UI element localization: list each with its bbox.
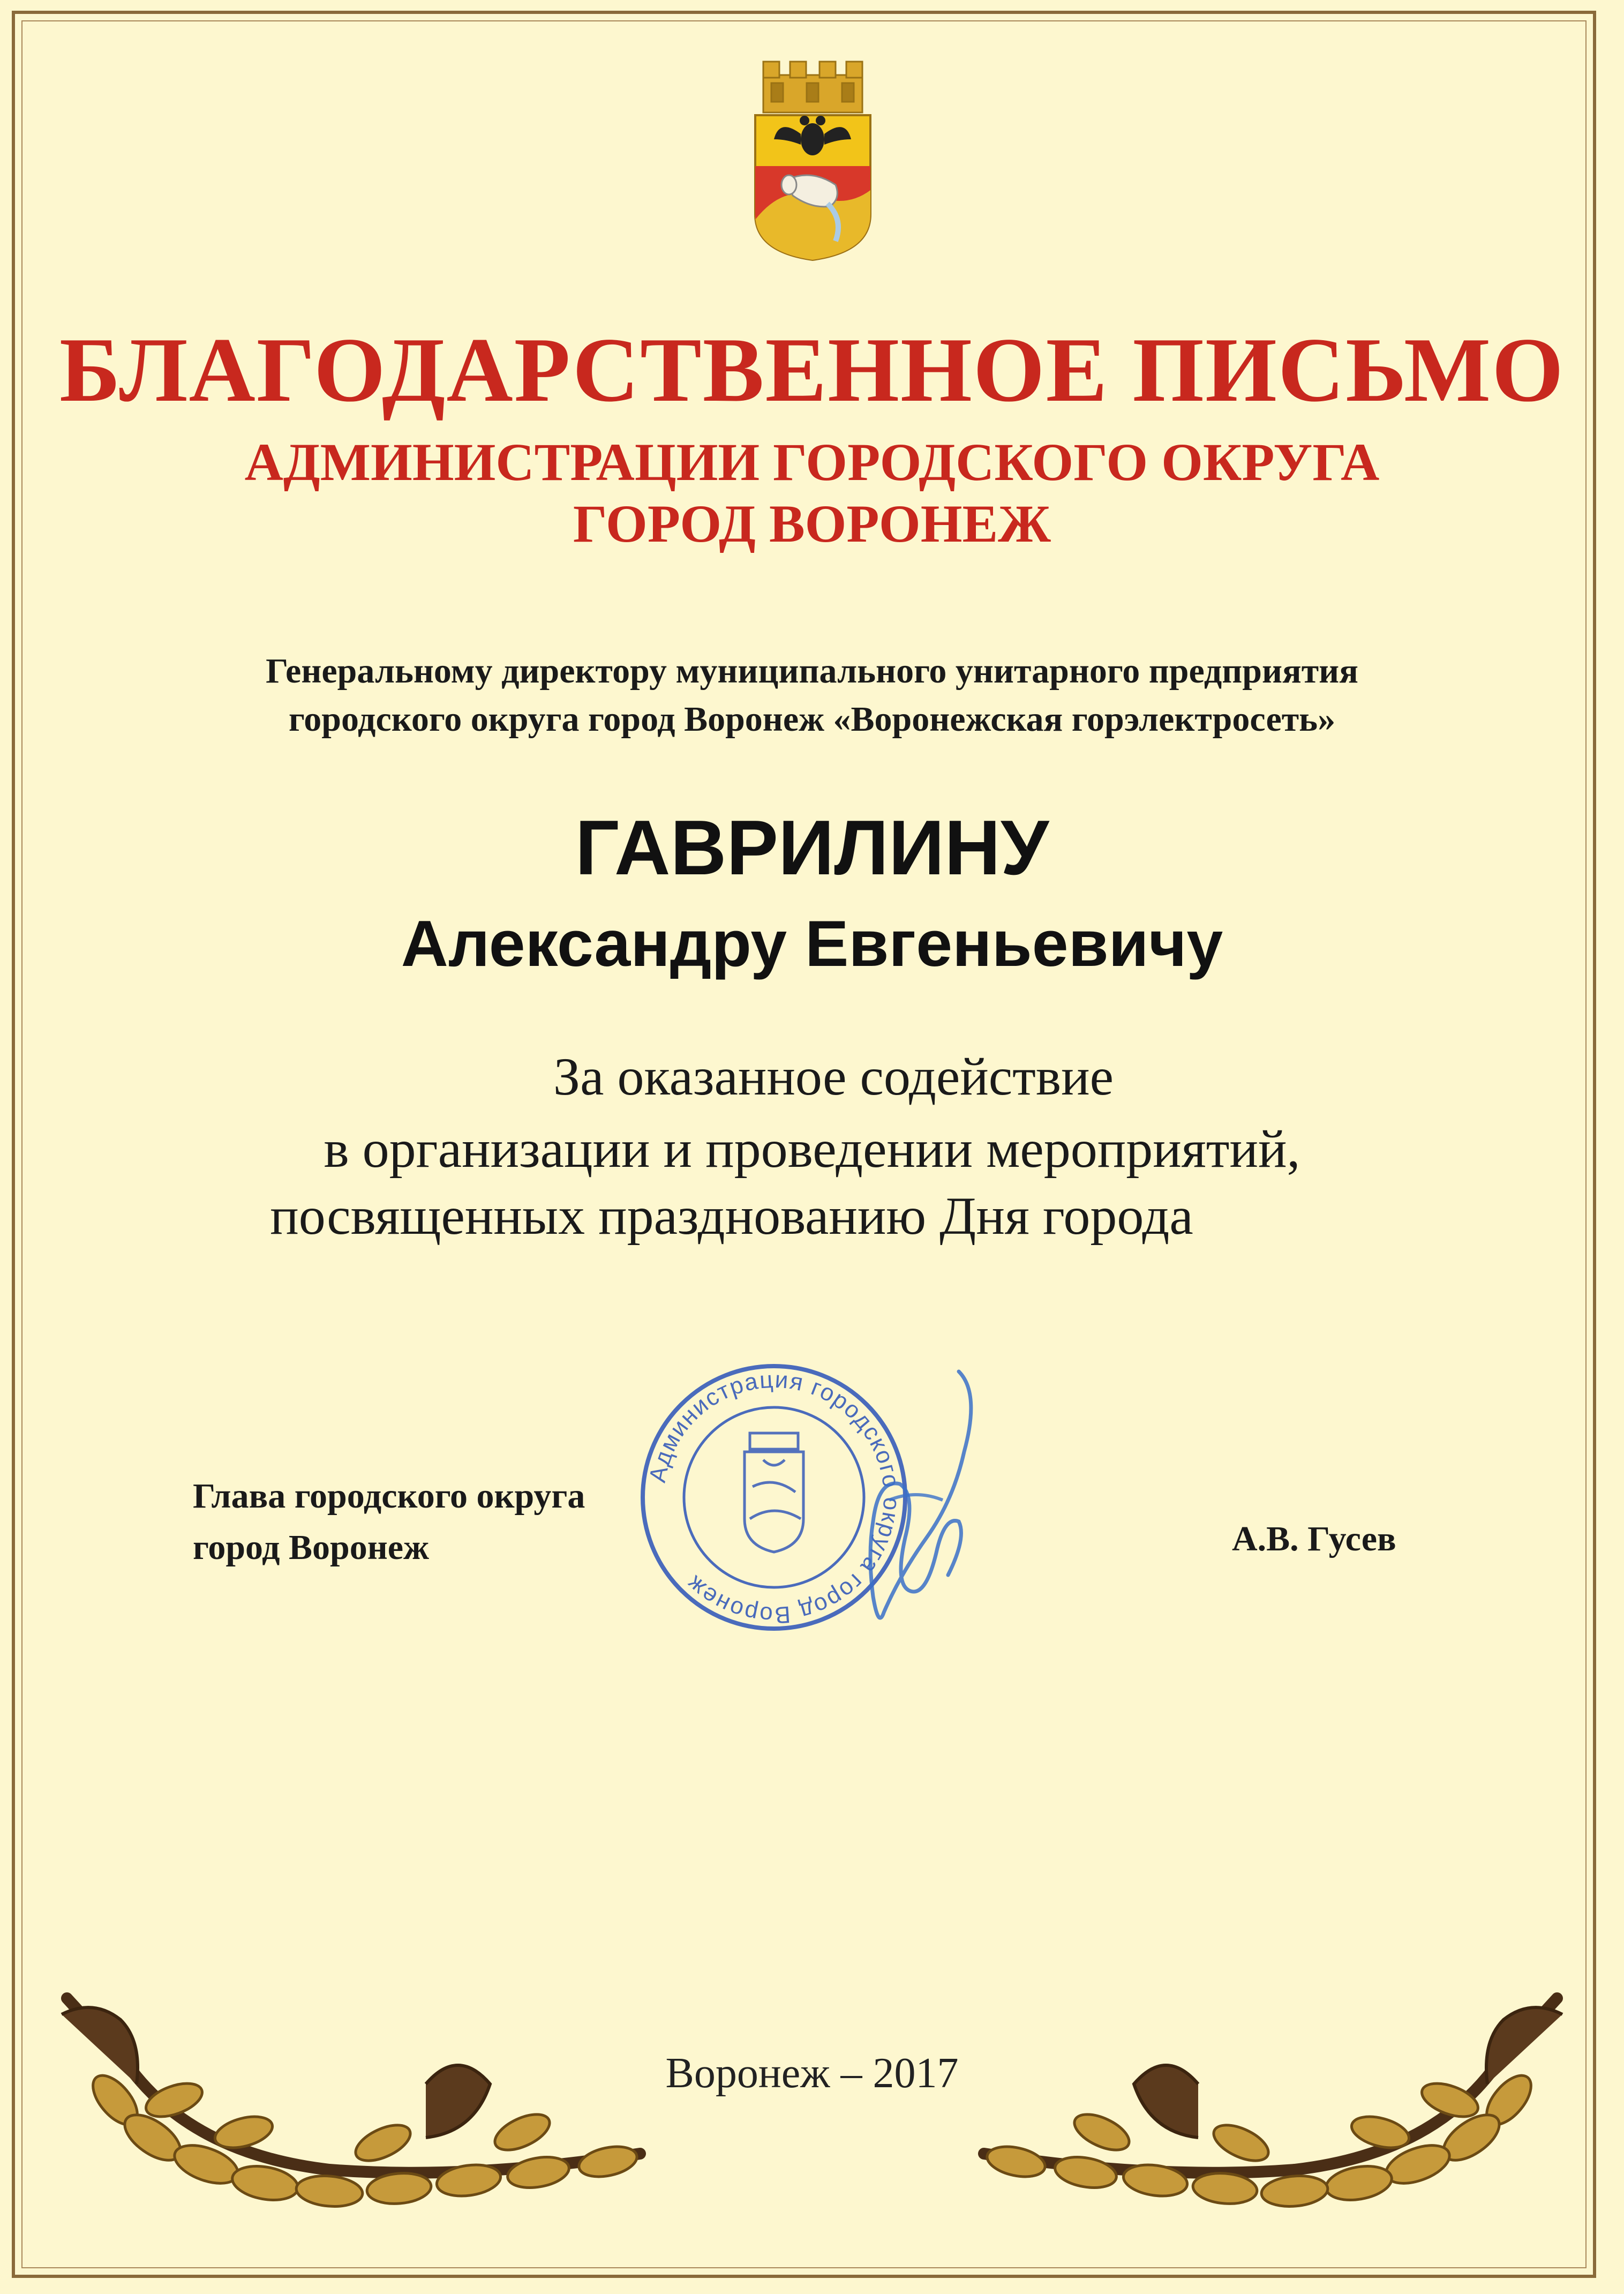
signatory-name: А.В. Гусев xyxy=(1232,1519,1396,1558)
recipient-surname: ГАВРИЛИНУ xyxy=(575,804,1049,891)
letter-subtitle-line1: АДМИНИСТРАЦИИ ГОРОДСКОГО ОКРУГА xyxy=(244,432,1380,492)
recipient-position-line2: городского округа город Воронеж «Воронежская горэлектросеть» xyxy=(288,700,1336,739)
signatory-title-line1: Глава городского округа xyxy=(193,1476,585,1516)
letter-subtitle-line2: ГОРОД ВОРОНЕЖ xyxy=(573,494,1051,553)
signatory-title xyxy=(193,1471,585,1573)
recipient-position-line1: Генеральному директору муниципального унитарного предприятия xyxy=(266,651,1358,691)
oak-laurel-branch-icon xyxy=(51,1977,694,2234)
handwritten-signature xyxy=(836,1361,996,1639)
reason-line1: За оказанное содействие xyxy=(553,1047,1114,1106)
reason-line2: в организации и проведении мероприятий, xyxy=(324,1119,1300,1179)
letter-title: БЛАГОДАРСТВЕННОЕ ПИСЬМО xyxy=(59,319,1565,421)
oak-laurel-branch-icon xyxy=(930,1977,1573,2234)
voronezh-coat-of-arms-icon xyxy=(742,59,884,263)
reason-line3: посвященных празднованию Дня города xyxy=(270,1186,1193,1246)
place-and-year: Воронеж – 2017 xyxy=(665,2050,959,2097)
recipient-given-names: Александру Евгеньевичу xyxy=(401,907,1223,980)
stamp-ring-text: Администрация городского округа город Воронеж xyxy=(644,1366,905,1629)
signatory-title-line2: город Воронеж xyxy=(193,1527,429,1567)
